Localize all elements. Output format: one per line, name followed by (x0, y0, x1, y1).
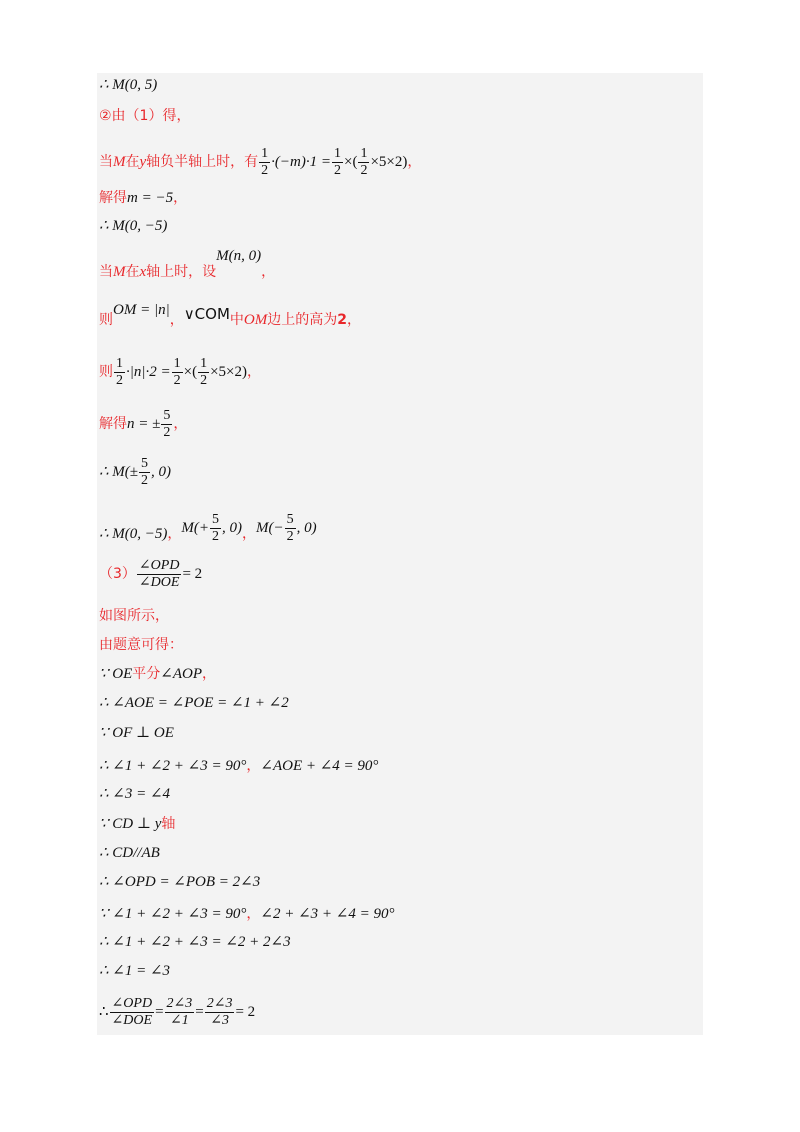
denominator: 2 (200, 372, 208, 388)
math-text: ∴ ∠1 + ∠2 + ∠3 = 90° (99, 758, 247, 774)
numerator: ∠OPD (111, 995, 153, 1011)
line-final-ratio (99, 992, 255, 1032)
numerator: 1 (334, 145, 341, 161)
math-text: ∴ M(± (99, 464, 139, 480)
denominator: ∠DOE (111, 1012, 153, 1028)
punct: ， (202, 666, 217, 682)
var-m: M (113, 264, 126, 280)
math-text: ∴ ∠1 + ∠2 + ∠3 = ∠2 + 2∠3 (99, 934, 291, 950)
part-label: （3） (99, 566, 136, 582)
text: 平分 (132, 666, 161, 682)
math-text: ∴ (99, 1004, 109, 1020)
punct: ， (346, 312, 361, 328)
denominator: ∠1 (170, 1012, 189, 1028)
text: 轴上时，设 (146, 264, 217, 280)
denominator: 2 (360, 162, 368, 178)
text: 当 (99, 154, 113, 170)
text: 解得 (99, 190, 127, 206)
punct: ， (242, 526, 257, 542)
line-solve-m (99, 188, 187, 208)
var-y: y (139, 154, 147, 170)
denominator: 2 (286, 528, 294, 544)
line-sum-equal (99, 932, 291, 952)
var-om: OM (243, 312, 268, 328)
math-text: , 0) (151, 464, 172, 480)
math-text: n = ± (127, 416, 161, 432)
line-case-2-heading (99, 106, 190, 126)
text: 中 (229, 312, 244, 328)
punct: ， (173, 416, 188, 432)
math-text: ∴ ∠1 = ∠3 (99, 963, 171, 979)
line-therefore-m0-5 (99, 216, 167, 236)
text: 当 (99, 264, 113, 280)
math-text: ∵ OF ⊥ OE (99, 725, 174, 741)
fraction (137, 558, 182, 591)
math-text: M(+ (181, 520, 210, 536)
line-area-equation (99, 352, 261, 392)
line-all-m-answers (99, 506, 317, 550)
line-opd-pob (99, 872, 260, 892)
text: 轴负半轴上时，有 (146, 154, 259, 170)
line-angles-90 (99, 756, 378, 776)
var-x: x (139, 264, 147, 280)
numerator: 1 (360, 145, 368, 161)
math-text: = 2 (182, 566, 203, 582)
fraction (114, 356, 125, 389)
triangle-symbol: ∨COM (183, 305, 230, 323)
math-text: ∴ M(0, −5) (99, 218, 168, 234)
math-text: m = −5 (127, 190, 174, 206)
text: 由题意可得： (99, 637, 183, 653)
math-text: ∵ ∠1 + ∠2 + ∠3 = 90° (99, 906, 247, 922)
math-text: ∠2 + ∠3 + ∠4 = 90° (260, 906, 395, 922)
math-text: ∴ M(0, −5) (99, 526, 168, 542)
math-text: ∵ CD ⊥ y (99, 816, 162, 832)
punct: ， (247, 364, 262, 380)
math-text: , 0) (222, 520, 243, 536)
denominator: 2 (334, 162, 341, 178)
line-angle1-eq-3 (99, 961, 170, 981)
math-text: OM = |n| (113, 302, 170, 318)
denominator: 2 (141, 472, 149, 488)
fraction (205, 996, 235, 1029)
math-text: ∴ ∠OPD = ∠POB = 2∠3 (99, 874, 261, 890)
text: 如图所示， (99, 608, 169, 624)
math-text: ×( (183, 364, 198, 380)
denominator: ∠3 (210, 1012, 229, 1028)
text: 在 (125, 264, 140, 280)
text: 轴 (161, 816, 176, 832)
numerator: 2∠3 (206, 995, 233, 1011)
punct: ， (173, 190, 188, 206)
line-two-sums-90 (99, 904, 394, 924)
punct: ， (169, 312, 184, 328)
line-cd-parallel-ab (99, 843, 160, 863)
line-given (99, 635, 183, 655)
numerator: ∠OPD (138, 557, 180, 573)
punct: ， (407, 154, 422, 170)
var-m: M (113, 154, 126, 170)
math-text: ∵ OE (99, 666, 133, 682)
value: 2 (337, 312, 347, 328)
denominator: 2 (173, 372, 181, 388)
math-text: M(− (256, 520, 284, 536)
fraction (139, 456, 150, 489)
line-cd-perp-y (99, 814, 175, 834)
math-text: ·(−m)·1 = (271, 154, 331, 170)
line-therefore-m05 (99, 75, 157, 95)
line-solve-n (99, 404, 187, 444)
fraction (198, 356, 209, 389)
line-of-perp-oe (99, 723, 174, 743)
numerator: 1 (116, 355, 123, 371)
punct: ， (246, 758, 261, 774)
punct: ， (167, 526, 182, 542)
line-angle3-eq-4 (99, 784, 170, 804)
math-text: = (195, 1004, 204, 1020)
line-oe-bisects (99, 664, 216, 684)
numerator: 1 (261, 145, 269, 161)
fraction (285, 512, 296, 545)
fraction (165, 996, 195, 1029)
case-heading: ②由（1）得， (99, 108, 191, 124)
math-text: ·|n|·2 = (126, 364, 171, 380)
line-part-3-ratio (99, 554, 202, 594)
numerator: 2∠3 (166, 995, 193, 1011)
math-text: = (155, 1004, 164, 1020)
numerator: 5 (212, 511, 220, 527)
math-text: M(n, 0) (216, 248, 262, 264)
math-text: , 0) (296, 520, 317, 536)
numerator: 5 (286, 511, 294, 527)
math-text: ×5×2) (370, 154, 408, 170)
fraction (161, 408, 172, 441)
text: 在 (125, 154, 140, 170)
numerator: 5 (141, 455, 149, 471)
math-text: ∴ M(0, 5) (99, 77, 158, 93)
denominator: ∠DOE (138, 574, 180, 590)
punct: ， (246, 906, 261, 922)
numerator: 5 (163, 407, 171, 423)
math-text: ∴ ∠3 = ∠4 (99, 786, 171, 802)
denominator: 2 (163, 424, 171, 440)
math-text: ∠AOP (160, 666, 203, 682)
text: 则 (99, 364, 113, 380)
line-om-height (99, 300, 361, 330)
math-text: ∠AOE + ∠4 = 90° (260, 758, 379, 774)
fraction (259, 146, 270, 179)
text: 边上的高为 (267, 312, 338, 328)
line-therefore-m-pm (99, 452, 171, 492)
denominator: 2 (261, 162, 269, 178)
math-text: ∴ CD//AB (99, 845, 160, 861)
numerator: 1 (173, 355, 181, 371)
math-text: = 2 (235, 1004, 256, 1020)
fraction (210, 512, 221, 545)
line-as-figure (99, 606, 169, 626)
line-y-axis-equation (99, 142, 421, 182)
fraction (172, 356, 183, 389)
text: 解得 (99, 416, 127, 432)
math-text: ×( (344, 154, 358, 170)
line-x-axis-case (99, 246, 275, 282)
fraction (110, 996, 155, 1029)
fraction (332, 146, 343, 179)
text: 则 (99, 312, 113, 328)
numerator: 1 (200, 355, 208, 371)
math-text: ∴ ∠AOE = ∠POE = ∠1 + ∠2 (99, 695, 289, 711)
fraction (358, 146, 369, 179)
math-text: ×5×2) (210, 364, 248, 380)
line-aoe-poe (99, 693, 289, 713)
denominator: 2 (116, 372, 123, 388)
punct: ， (261, 264, 276, 280)
denominator: 2 (212, 528, 220, 544)
